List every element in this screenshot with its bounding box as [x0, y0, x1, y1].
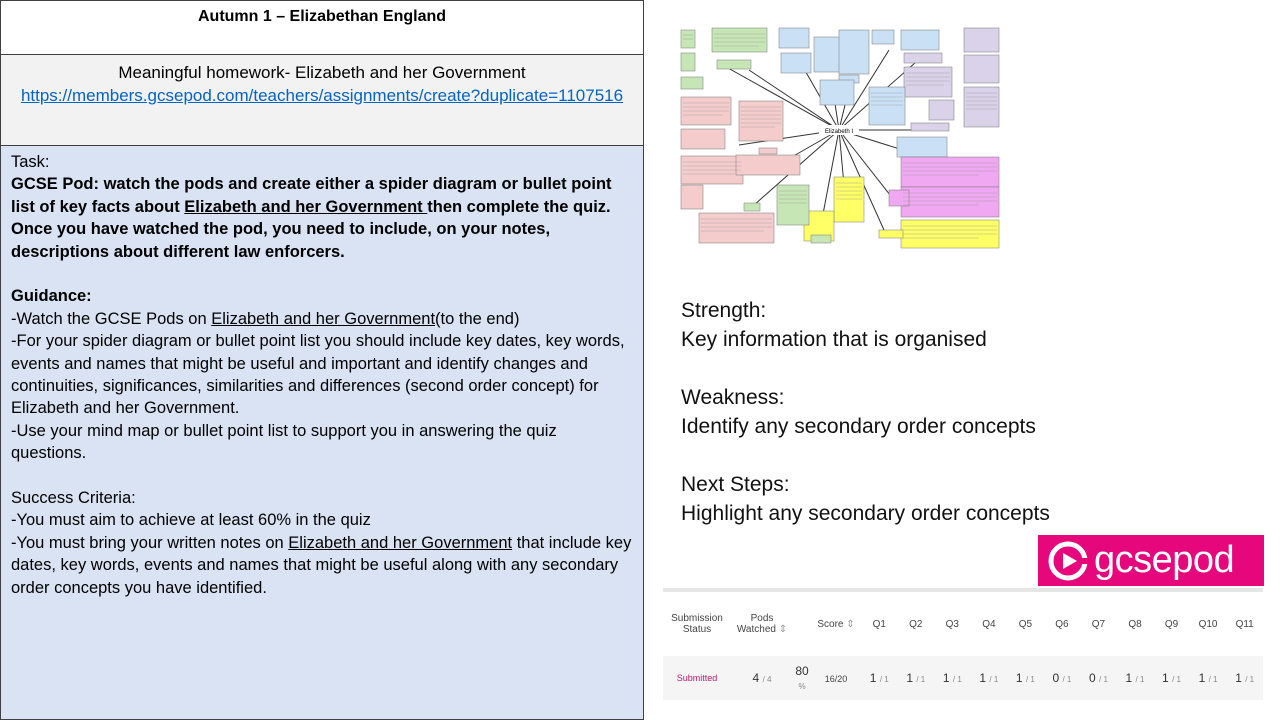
pods-watched-value: 4 / 4 [731, 656, 793, 700]
next-steps-text: Highlight any secondary order concepts [681, 502, 1050, 525]
gcsepod-play-icon [1046, 539, 1090, 583]
col-score[interactable]: Score ⇕ [811, 590, 861, 656]
strength-text: Key information that is organised [681, 328, 987, 351]
col-q7: Q7 [1080, 590, 1117, 656]
mind-map-center-label: Elizabeth I [824, 129, 854, 135]
q3-value: 1 / 1 [934, 656, 971, 700]
col-blank [793, 590, 811, 656]
q1-value: 1 / 1 [861, 656, 898, 700]
assignment-link[interactable]: https://members.gcsepod.com/teachers/assignments/create?duplicate=1107516 [20, 86, 624, 105]
sort-icon: ⇕ [778, 624, 788, 635]
guidance-line-3: -Use your mind map or bullet point list to support you in answering the quiz questions. [11, 421, 557, 463]
col-q3: Q3 [934, 590, 971, 656]
percent-value: 80 % [793, 656, 811, 700]
gcsepod-logo [1038, 535, 1264, 586]
q2-value: 1 / 1 [898, 656, 935, 700]
col-q2: Q2 [898, 590, 935, 656]
success-line-1: -You must aim to achieve at least 60% in the quiz [11, 511, 371, 530]
success-line-2: -You must bring your written notes on Elizabeth and her Government that include key dates, key words, events and names that might be useful along with any secondary order concepts you have identified. [11, 533, 632, 597]
col-q11: Q11 [1226, 590, 1263, 656]
table-row [663, 656, 1263, 700]
page-title: Autumn 1 – Elizabethan England [0, 0, 644, 55]
col-q8: Q8 [1117, 590, 1154, 656]
q8-value: 1 / 1 [1117, 656, 1154, 700]
task-box [0, 145, 644, 720]
q4-value: 1 / 1 [971, 656, 1008, 700]
guidance-line-1: -Watch the GCSE Pods on Elizabeth and her Government(to the end) [11, 309, 520, 328]
success-heading: Success Criteria: [11, 489, 136, 508]
q7-value: 0 / 1 [1080, 656, 1117, 700]
guidance-line-2: -For your spider diagram or bullet point list you should include key dates, key words, events and names that might be useful and important and identify changes and continuities, significances, similarities and differences (second order concept) for Elizabeth and her Government. [11, 332, 625, 418]
col-q9: Q9 [1153, 590, 1190, 656]
q10-value: 1 / 1 [1190, 656, 1227, 700]
col-submission-status: Submission Status [663, 590, 731, 656]
col-q4: Q4 [971, 590, 1008, 656]
feedback-section [681, 296, 1241, 528]
q9-value: 1 / 1 [1153, 656, 1190, 700]
mind-map-drawing [679, 25, 1002, 249]
task-text: GCSE Pod: watch the pods and create either a spider diagram or bullet point list of key facts about Elizabeth and her Government then complete the quiz. Once you have watched the pod, you need to include, on your notes, descriptions about different law enforcers. [11, 175, 612, 261]
gcsepod-wordmark: gcsepod [1094, 539, 1235, 581]
weakness-text: Identify any secondary order concepts [681, 415, 1036, 438]
sort-icon: ⇕ [846, 618, 855, 630]
homework-heading: Meaningful homework- Elizabeth and her Government [118, 63, 526, 82]
col-q10: Q10 [1190, 590, 1227, 656]
quiz-results-table [663, 588, 1263, 700]
score-value: 16/20 [811, 656, 861, 700]
submission-status: Submitted [663, 656, 731, 700]
weakness-label: Weakness: [681, 386, 785, 409]
mind-map-image [679, 25, 1002, 249]
q5-value: 1 / 1 [1007, 656, 1044, 700]
q6-value: 0 / 1 [1044, 656, 1081, 700]
col-pods-watched[interactable]: Pods Watched ⇕ [731, 590, 793, 656]
next-steps-label: Next Steps: [681, 473, 790, 496]
col-q1: Q1 [861, 590, 898, 656]
col-q6: Q6 [1044, 590, 1081, 656]
task-label: Task: [11, 153, 50, 171]
homework-box [0, 54, 644, 146]
strength-label: Strength: [681, 299, 767, 322]
q11-value: 1 / 1 [1226, 656, 1263, 700]
results-header-row [663, 590, 1263, 656]
col-q5: Q5 [1007, 590, 1044, 656]
guidance-heading: Guidance: [11, 287, 92, 306]
